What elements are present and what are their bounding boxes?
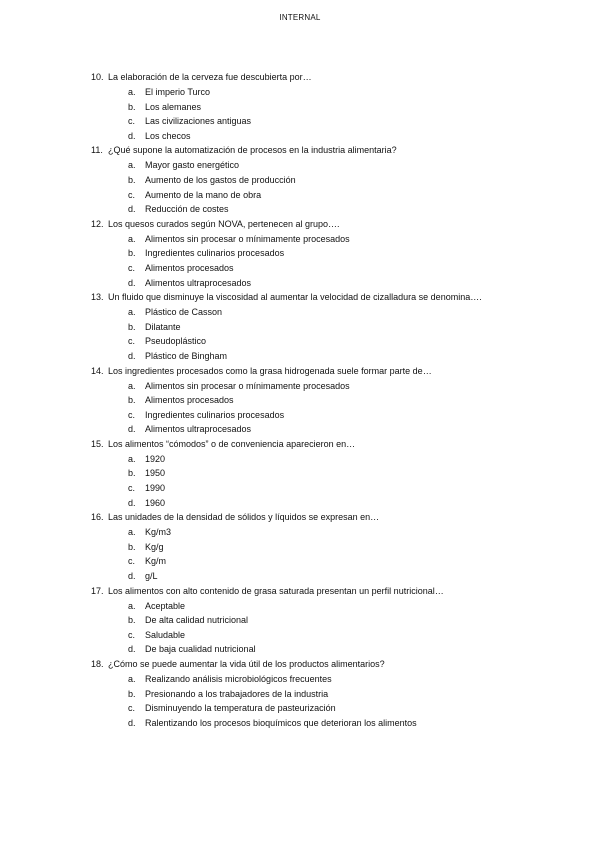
option-text: Alimentos sin procesar o mínimamente procesados — [145, 380, 350, 391]
option-list — [91, 452, 561, 510]
option-text: Dilatante — [145, 321, 181, 332]
option-text: 1960 — [145, 497, 166, 508]
option-letter: c. — [128, 483, 136, 494]
option-letter: c. — [128, 629, 136, 640]
answer-option-b — [91, 393, 561, 408]
option-text: g/L — [145, 571, 158, 582]
question-line — [91, 657, 561, 672]
question-text: La elaboración de la cerveza fue descubierta por… — [108, 72, 312, 82]
option-letter: d. — [128, 424, 136, 435]
option-text: Realizando análisis microbiológicos frecuentes — [145, 674, 332, 684]
option-letter: d. — [128, 277, 136, 288]
answer-option-c — [91, 628, 561, 643]
option-letter: c. — [128, 189, 136, 200]
question-number: 14. — [91, 365, 104, 376]
answer-option-c — [91, 114, 561, 129]
option-text: Alimentos sin procesar o mínimamente procesados — [145, 233, 350, 244]
question-10 — [91, 70, 561, 143]
answer-option-d — [91, 349, 561, 364]
question-number: 12. — [91, 218, 104, 229]
option-letter: b. — [128, 615, 136, 626]
answer-option-d — [91, 496, 561, 511]
option-text: Aumento de los gastos de producción — [145, 174, 296, 185]
question-number: 13. — [91, 292, 104, 303]
option-letter: c. — [128, 409, 136, 420]
option-letter: d. — [128, 644, 136, 655]
question-line — [91, 143, 561, 158]
answer-option-a — [91, 525, 561, 540]
option-letter: b. — [128, 688, 136, 699]
answer-option-d — [91, 422, 561, 437]
question-line — [91, 584, 561, 599]
option-letter: a. — [128, 160, 136, 171]
option-letter: c. — [128, 116, 136, 127]
option-text: Alimentos procesados — [145, 262, 234, 273]
answer-option-b — [91, 540, 561, 555]
option-letter: d. — [128, 204, 136, 215]
question-line — [91, 364, 561, 379]
option-letter: b. — [128, 541, 136, 552]
answer-option-c — [91, 701, 561, 716]
question-text: Los quesos curados según NOVA, pertenecen al grupo…. — [108, 218, 340, 229]
answer-option-c — [91, 408, 561, 423]
option-text: Alimentos procesados — [145, 395, 234, 406]
question-13 — [91, 290, 561, 363]
option-text: Kg/g — [145, 541, 164, 552]
option-text: Kg/m3 — [145, 527, 172, 538]
option-letter: c. — [128, 336, 136, 347]
option-text: 1990 — [145, 483, 166, 494]
option-letter: a. — [128, 307, 136, 318]
option-list — [91, 232, 561, 290]
option-text: Alimentos ultraprocesados — [145, 277, 252, 288]
option-text: Plástico de Bingham — [145, 350, 228, 361]
question-text: Los alimentos con alto contenido de grasa saturada presentan un perfil nutricional… — [108, 585, 444, 596]
answer-option-b — [91, 246, 561, 261]
option-letter: b. — [128, 101, 136, 112]
question-line — [91, 70, 561, 85]
option-text: Ralentizando los procesos bioquímicos que deterioran los alimentos — [145, 717, 417, 728]
option-text: Saludable — [145, 629, 186, 640]
answer-option-c — [91, 481, 561, 496]
option-list — [91, 85, 561, 143]
option-list — [91, 599, 561, 657]
option-letter: d. — [128, 350, 136, 361]
option-text: Mayor gasto energético — [145, 160, 240, 171]
option-text: Ingredientes culinarios procesados — [145, 409, 285, 420]
question-line — [91, 290, 561, 305]
answer-option-c — [91, 188, 561, 203]
option-list — [91, 379, 561, 437]
answer-option-d — [91, 716, 561, 731]
answer-option-b — [91, 687, 561, 702]
answer-option-d — [91, 202, 561, 217]
answer-option-a — [91, 672, 561, 687]
option-text: Plástico de Casson — [145, 307, 223, 318]
question-line — [91, 437, 561, 452]
option-list — [91, 525, 561, 583]
option-letter: b. — [128, 248, 136, 259]
option-text: Disminuyendo la temperatura de pasteurización — [145, 703, 336, 714]
option-text: Ingredientes culinarios procesados — [145, 248, 285, 259]
answer-option-a — [91, 232, 561, 247]
question-number: 15. — [91, 438, 104, 449]
option-letter: d. — [128, 717, 136, 728]
option-letter: c. — [128, 556, 136, 567]
answer-option-c — [91, 334, 561, 349]
option-text: Reducción de costes — [145, 204, 229, 215]
answer-option-a — [91, 599, 561, 614]
option-letter: a. — [128, 233, 136, 244]
answer-option-b — [91, 173, 561, 188]
option-text: Presionando a los trabajadores de la industria — [145, 688, 329, 699]
question-line — [91, 217, 561, 232]
question-16 — [91, 510, 561, 583]
question-text: Los alimentos “cómodos” o de conveniencia aparecieron en… — [108, 438, 356, 449]
answer-option-b — [91, 466, 561, 481]
option-text: 1920 — [145, 453, 166, 464]
option-list — [91, 158, 561, 216]
answer-option-a — [91, 158, 561, 173]
answer-option-a — [91, 85, 561, 100]
option-text: Los checos — [145, 130, 191, 141]
question-text: Un fluido que disminuye la viscosidad al aumentar la velocidad de cizalladura se denomina…. — [108, 292, 482, 303]
option-text: Aumento de la mano de obra — [145, 189, 262, 200]
option-letter: b. — [128, 395, 136, 406]
option-letter: c. — [128, 703, 136, 714]
answer-option-a — [91, 452, 561, 467]
option-letter: a. — [128, 380, 136, 391]
question-number: 18. — [91, 659, 104, 669]
option-letter: b. — [128, 321, 136, 332]
classification-label: INTERNAL — [279, 13, 321, 22]
option-letter: a. — [128, 87, 136, 97]
option-text: Pseudoplástico — [145, 336, 207, 347]
question-list — [91, 70, 561, 730]
option-letter: a. — [128, 527, 136, 538]
option-text: 1950 — [145, 468, 166, 479]
question-number: 16. — [91, 512, 104, 523]
option-text: De alta calidad nutricional — [145, 615, 249, 626]
option-letter: a. — [128, 453, 136, 464]
answer-option-b — [91, 100, 561, 115]
question-18 — [91, 657, 561, 730]
question-14 — [91, 364, 561, 437]
option-text: Aceptable — [145, 600, 186, 611]
answer-option-a — [91, 379, 561, 394]
question-number: 17. — [91, 585, 104, 596]
question-11 — [91, 143, 561, 216]
option-list — [91, 672, 561, 730]
option-letter: c. — [128, 262, 136, 273]
option-letter: a. — [128, 674, 136, 684]
option-text: Los alemanes — [145, 101, 202, 112]
option-letter: d. — [128, 571, 136, 582]
option-text: Alimentos ultraprocesados — [145, 424, 252, 435]
option-text: El imperio Turco — [145, 87, 211, 97]
option-list — [91, 305, 561, 363]
option-letter: d. — [128, 497, 136, 508]
option-text: Las civilizaciones antiguas — [145, 116, 252, 127]
question-text: Las unidades de la densidad de sólidos y líquidos se expresan en… — [108, 512, 380, 523]
answer-option-d — [91, 276, 561, 291]
answer-option-b — [91, 613, 561, 628]
question-line — [91, 510, 561, 525]
answer-option-d — [91, 642, 561, 657]
question-text: ¿Cómo se puede aumentar la vida útil de los productos alimentarios? — [108, 659, 385, 669]
question-12 — [91, 217, 561, 290]
option-letter: b. — [128, 174, 136, 185]
question-text: ¿Qué supone la automatización de procesos en la industria alimentaria? — [108, 145, 397, 156]
option-letter: a. — [128, 600, 136, 611]
answer-option-a — [91, 305, 561, 320]
option-letter: d. — [128, 130, 136, 141]
answer-option-c — [91, 261, 561, 276]
option-text: Kg/m — [145, 556, 167, 567]
question-15 — [91, 437, 561, 510]
question-17 — [91, 584, 561, 657]
option-text: De baja cualidad nutricional — [145, 644, 256, 655]
answer-option-d — [91, 569, 561, 584]
answer-option-c — [91, 554, 561, 569]
option-letter: b. — [128, 468, 136, 479]
answer-option-d — [91, 129, 561, 144]
answer-option-b — [91, 320, 561, 335]
question-number: 11. — [91, 145, 103, 156]
question-text: Los ingredientes procesados como la grasa hidrogenada suele formar parte de… — [108, 365, 432, 376]
question-number: 10. — [91, 72, 104, 82]
